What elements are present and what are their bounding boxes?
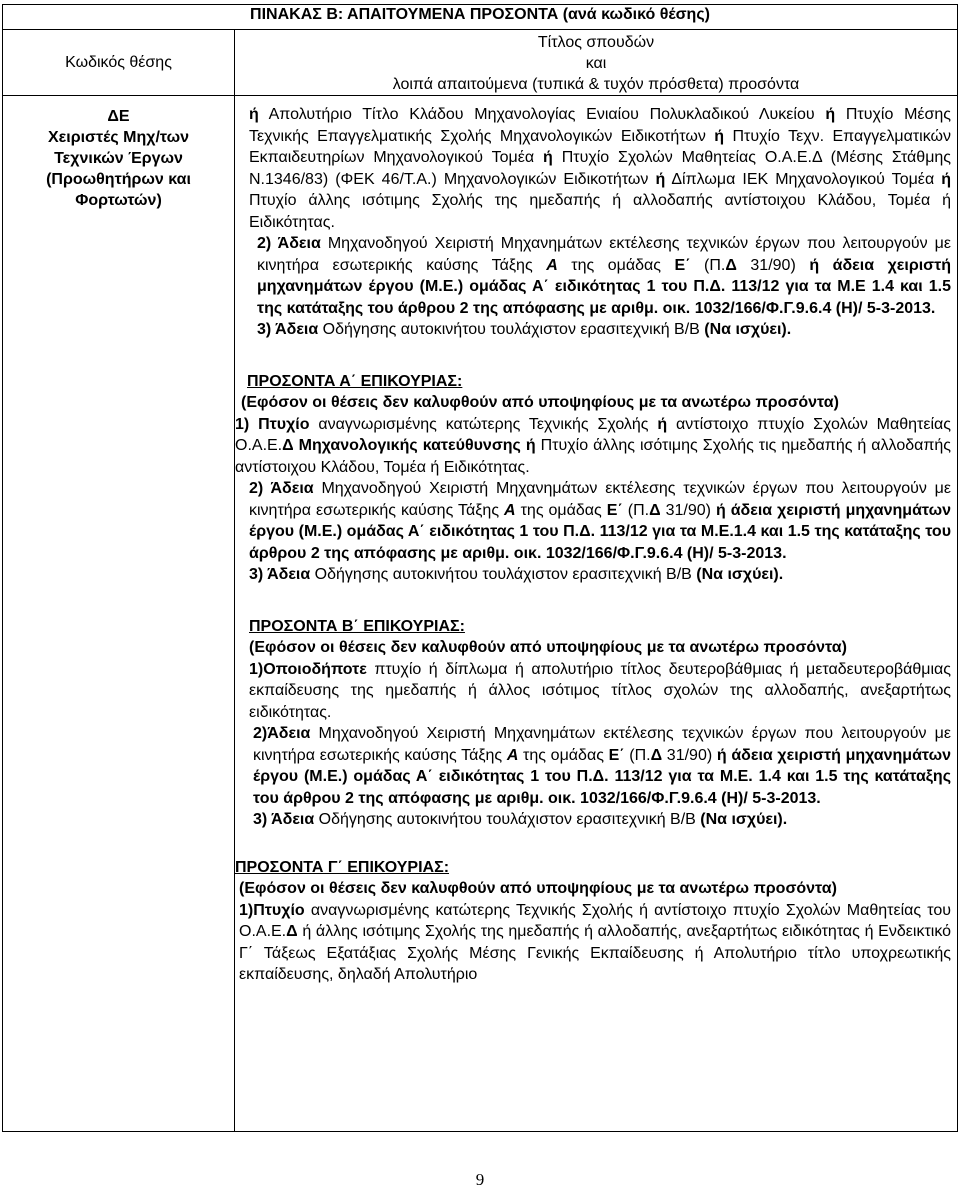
- section-b-driving-paragraph: 3) Άδεια Οδήγησης αυτοκινήτου τουλάχιστον ερασιτεχνική Β/Β (Να ισχύει).: [253, 811, 788, 828]
- position-title-line5: Φορτωτών): [75, 192, 162, 209]
- requirements-table: [2, 4, 958, 1132]
- section-b-license-paragraph: 2)Άδεια Μηχανοδηγού Χειριστή Μηχανημάτων εκτέλεσης τεχνικών έργων που λειτουργούν με κινητήρα εσωτερικής καύσης Τάξης Α της ομάδας Ε΄ (Π.Δ 31/90) ή άδεια χειριστή μηχανημάτων έργου (Μ.Ε.) ομάδας Α΄ ειδικότητας 1 του Π.Δ. 113/12 για τα Μ.Ε. 1.4 και 1.5 της κατάταξης του άρθρου 2 της απόφασης με αριθμ. οικ. 1032/166/Φ.Γ.9.6.4 (Η)/ 5-3-2013.: [253, 725, 952, 807]
- column-header-code: [3, 30, 235, 96]
- section-c: [235, 843, 957, 986]
- section-b: [235, 598, 957, 831]
- position-code: ΔΕ: [107, 108, 130, 125]
- column-header-code-label: Κωδικός θέσης: [65, 53, 172, 71]
- column-header-title-line1: Τίτλος σπουδών: [537, 34, 655, 51]
- section-a: [235, 353, 957, 586]
- section-a-note: (Εφόσον οι θέσεις δεν καλυφθούν από υποψηφίους με τα ανωτέρω προσόντα): [241, 394, 839, 411]
- section-b-degree-paragraph: 1)Οποιοδήποτε πτυχίο ή δίπλωμα ή απολυτήριο τίτλος δευτεροβάθμιας ή μεταδευτεροβάθμιας εκπαίδευσης της ημεδαπής ή άλλος ισότιμος τίτλος σχολών της αλλοδαπής, ανεξαρτήτως ειδικότητας.: [249, 660, 952, 721]
- position-title-cell: [3, 96, 235, 1132]
- section-a-degree-paragraph: 1) Πτυχίο αναγνωρισμένης κατώτερης Τεχνικής Σχολής ή αντίστοιχο πτυχίο Σχολών Μαθητείας Ο.Α.Ε.Δ Μηχανολογικής κατεύθυνσης ή Πτυχίο άλλης ισότιμης Σχολής τις ημεδαπής ή αλλοδαπής αντίστοιχου Κλάδου, Τομέα ή Ειδικότητας.: [235, 415, 952, 476]
- position-title-line3: Τεχνικών Έργων: [54, 150, 183, 167]
- section-a-license-paragraph: 2) Άδεια Μηχανοδηγού Χειριστή Μηχανημάτων εκτέλεσης τεχνικών έργων που λειτουργούν με κινητήρα εσωτερικής καύσης Τάξης Α της ομάδας Ε΄ (Π.Δ 31/90) ή άδεια χειριστή μηχανημάτων έργου (Μ.Ε.) ομάδας Α΄ ειδικότητας 1 του Π.Δ. 113/12 για τα Μ.Ε.1.4 και 1.5 της κατάταξης του άρθρου 2 της απόφασης με αριθμ. οικ. 1032/166/Φ.Γ.9.6.4 (Η)/ 5-3-2013.: [249, 480, 952, 562]
- section-c-note: (Εφόσον οι θέσεις δεν καλυφθούν από υποψηφίους με τα ανωτέρω προσόντα): [239, 880, 837, 897]
- section-c-heading: ΠΡΟΣΟΝΤΑ Γ΄ ΕΠΙΚΟΥΡΙΑΣ:: [235, 858, 450, 876]
- column-header-title-line2: και: [585, 55, 607, 72]
- section-b-note: (Εφόσον οι θέσεις δεν καλυφθούν από υποψηφίους με τα ανωτέρω προσόντα): [249, 639, 847, 656]
- main-license-paragraph: 2) Άδεια Μηχανοδηγού Χειριστή Μηχανημάτων εκτέλεσης τεχνικών έργων που λειτουργούν με κινητήρα εσωτερικής καύσης Τάξης Α της ομάδας Ε΄ (Π.Δ 31/90) ή άδεια χειριστή μηχανημάτων έργου (Μ.Ε.) ομάδας Α΄ ειδικότητας 1 του Π.Δ. 113/12 για τα Μ.Ε 1.4 και 1.5 της κατάταξης του άρθρου 2 της απόφασης με αριθμ. οικ. 1032/166/Φ.Γ.9.6.4 (Η)/ 5-3-2013.: [257, 235, 952, 317]
- page-number: 9: [475, 1170, 485, 1189]
- requirements-cell: [235, 96, 958, 1132]
- section-a-heading: ΠΡΟΣΟΝΤΑ Α΄ ΕΠΙΚΟΥΡΙΑΣ:: [247, 372, 463, 390]
- position-title-line2: Χειριστές Μηχ/των: [48, 129, 189, 146]
- section-b-heading: ΠΡΟΣΟΝΤΑ Β΄ ΕΠΙΚΟΥΡΙΑΣ:: [249, 617, 465, 635]
- column-header-title-line3: λοιπά απαιτούμενα (τυπικά & τυχόν πρόσθετα) προσόντα: [392, 76, 800, 93]
- main-qualifications: [235, 96, 957, 341]
- main-degree-paragraph: ή Απολυτήριο Τίτλο Κλάδου Μηχανολογίας Ενιαίου Πολυκλαδικού Λυκείου ή Πτυχίο Μέσης Τεχνικής Επαγγελματικής Σχολής Μηχανολογικών Ειδικοτήτων ή Πτυχίο Τεχν. Επαγγελματικών Εκπαιδευτηρίων Μηχανολογικού Τομέα ή Πτυχίο Σχολών Μαθητείας Ο.Α.Ε.Δ (Μέσης Στάθμης Ν.1346/83) (ΦΕΚ 46/Τ.Α.) Μηχανολογικών Ειδικοτήτων ή Δίπλωμα ΙΕΚ Μηχανολογικού Τομέα ή Πτυχίο άλλης ισότιμης Σχολής της ημεδαπής ή αλλοδαπής αντίστοιχου Κλάδου, Τομέα ή Ειδικότητας.: [249, 106, 952, 231]
- column-header-title: [235, 30, 958, 96]
- section-a-driving-paragraph: 3) Άδεια Οδήγησης αυτοκινήτου τουλάχιστον ερασιτεχνική Β/Β (Να ισχύει).: [249, 566, 784, 583]
- section-c-degree-paragraph: 1)Πτυχίο αναγνωρισμένης κατώτερης Τεχνικής Σχολής ή αντίστοιχο πτυχίο Σχολών Μαθητείας του Ο.Α.Ε.Δ ή άλλης ισότιμης Σχολής της ημεδαπής ή αλλοδαπής, ανεξαρτήτως ειδικότητας ή Ενδεικτικό Γ΄ Τάξεως Εξατάξιας Σχολής Μέσης Γενικής Εκπαίδευσης ή Απολυτήριο τίτλο υποχρεωτικής εκπαίδευσης, δηλαδή Απολυτήριο: [239, 901, 952, 983]
- main-driving-paragraph: 3) Άδεια Οδήγησης αυτοκινήτου τουλάχιστον ερασιτεχνική Β/Β (Να ισχύει).: [257, 321, 792, 338]
- position-title-line4: (Προωθητήρων και: [46, 171, 191, 188]
- table-title: ΠΙΝΑΚΑΣ Β: ΑΠΑΙΤΟΥΜΕΝΑ ΠΡΟΣΟΝΤΑ (ανά κωδικό θέσης): [3, 5, 958, 30]
